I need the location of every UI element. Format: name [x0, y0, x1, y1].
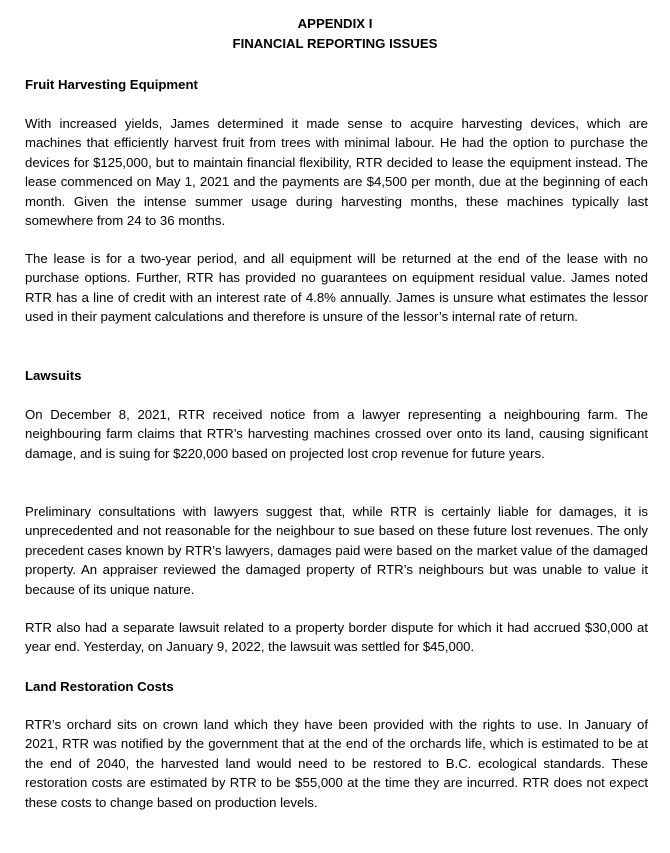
paragraph-harvesting-acquisition: With increased yields, James determined it made sense to acquire harvesting devices, which are machines that efficiently harvest fruit from trees with minimal labour. He had the option to purchase the devices for $125,000, but to maintain financial flexibility, RTR decided to lease the equipment instead. The lease commenced on May 1, 2021 and the payments are $4,500 per month, due at the beginning of each month. Given the intense summer usage during harvesting months, these machines typically last somewhere from 24 to 36 months. [25, 116, 648, 229]
paragraph-restoration-costs: RTR’s orchard sits on crown land which they have been provided with the rights to use. In January of 2021, RTR was notified by the government that at the end of the orchards life, which is estimated to be at the end of 2040, the harvested land would need to be restored to B.C. ecological standards. These restoration costs are estimated by RTR to be $55,000 at the time they are incurred. RTR does not expect these costs to change based on production levels. [25, 717, 648, 810]
paragraph-neighbour-lawsuit: On December 8, 2021, RTR received notice from a lawyer representing a neighbouring farm. The neighbouring farm claims that RTR’s harvesting machines crossed over onto its land, causing significant damage, and is suing for $220,000 based on projected lost crop revenue for future years. [25, 407, 648, 461]
paragraph-border-dispute: RTR also had a separate lawsuit related to a property border dispute for which it had accrued $30,000 at year end. Yesterday, on January 9, 2022, the lawsuit was settled for $45,000. [25, 620, 648, 655]
paragraph-lease-terms: The lease is for a two-year period, and all equipment will be returned at the end of the lease with no purchase options. Further, RTR has provided no guarantees on equipment residual value. James noted RTR has a line of credit with an interest rate of 4.8% annually. James is unsure what estimates the lessor used in their payment calculations and therefore is unsure of the lessor’s internal rate of return. [25, 251, 648, 325]
section-heading-lawsuits: Lawsuits [25, 368, 82, 383]
appendix-label: APPENDIX I [297, 16, 373, 31]
paragraph-lawyer-consultation: Preliminary consultations with lawyers suggest that, while RTR is certainly liable for damages, it is unprecedented and not reasonable for the neighbour to sue based on these future lost revenues. The only precedent cases known by RTR’s lawyers, damages paid were based on the market value of the damaged property. An appraiser reviewed the damaged property of RTR’s neighbours but was unable to value it because of its unique nature. [25, 504, 648, 597]
section-heading-fruit-harvesting: Fruit Harvesting Equipment [25, 77, 198, 92]
page-title: FINANCIAL REPORTING ISSUES [232, 36, 438, 51]
section-heading-land-restoration: Land Restoration Costs [25, 679, 174, 694]
